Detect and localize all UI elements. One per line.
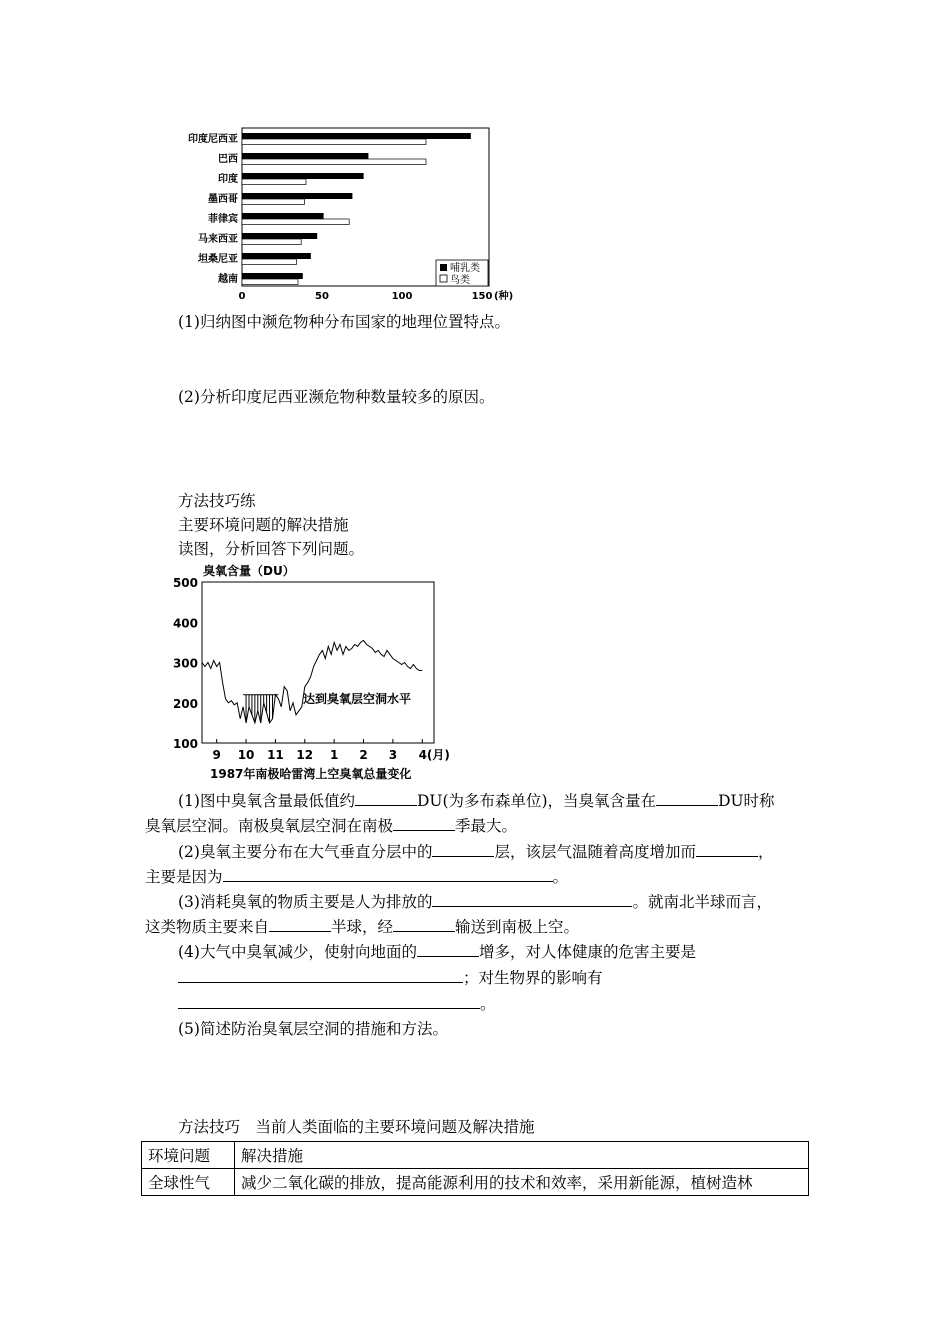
ozone-q5: (5)简述防治臭氧层空洞的措施和方法。 [178,1020,448,1038]
bar-x-tick-label: 100 [391,291,413,302]
bar-mammal [242,253,311,259]
ozone-y-tick-label: 300 [172,656,198,671]
ozone-q1-text-a: (1)图中臭氧含量最低值约 [178,792,355,810]
ozone-q3-text-c: 这类物质主要来自 [145,918,270,936]
table-header-row [142,1142,809,1169]
bar-bird [242,219,349,225]
question-1: (1)归纳图中濒危物种分布国家的地理位置特点。 [178,313,510,331]
answer-blank-temp-trend[interactable] [696,842,758,857]
answer-blank-hemisphere[interactable] [269,917,331,932]
section-heading-practice: 方法技巧练 [178,492,256,510]
bar-category-label: 印度尼西亚 [188,134,238,145]
answer-blank-substance[interactable] [432,892,632,907]
table-header-problem: 环境问题 [142,1142,235,1169]
answer-blank-season[interactable] [393,816,455,831]
answer-blank-layer[interactable] [432,842,494,857]
ozone-series-line [202,640,422,723]
answer-blank-radiation[interactable] [417,942,479,957]
ozone-q1-text-e: 季最大。 [455,817,518,835]
ozone-q2-text-a: (2)臭氧主要分布在大气垂直分层中的 [178,843,433,861]
ozone-y-tick-label: 100 [172,737,198,751]
answer-blank-hole-threshold[interactable] [656,791,718,806]
bar-mammal [242,193,352,199]
ozone-q2-text-d: 主要是因为 [145,868,223,886]
ozone-q3-text-d: 半球，经 [331,918,394,936]
bar-category-label: 印度 [218,174,238,185]
ozone-y-tick-label: 500 [172,576,198,590]
ozone-q4-text-a: (4)大气中臭氧减少，使射向地面的 [178,943,417,961]
section-heading-topic: 主要环境问题的解决措施 [178,516,349,534]
answer-blank-transport[interactable] [393,917,455,932]
ozone-q4-text-d: 。 [480,995,496,1013]
bar-bird [242,239,301,245]
bar-mammal [242,133,471,139]
ozone-x-tick-label: 12 [296,748,314,762]
ozone-annotation: 达到臭氧层空洞水平 [303,692,412,706]
ozone-q3-line2 [145,917,579,937]
bar-mammal [242,273,303,279]
ozone-q3-text-b: 。就南北半球而言， [632,893,772,911]
bar-category-label: 越南 [218,274,238,285]
ozone-x-tick-label: 11 [267,748,284,762]
legend-swatch-mammal [440,264,447,271]
ozone-x-tick-label: 4(月) [418,748,450,762]
bar-x-unit: (种) [494,291,514,302]
ozone-q3-text-e: 输送到南极上空。 [455,918,580,936]
ozone-q2-text-c: ， [757,843,774,861]
table-cell-measure: 减少二氧化碳的排放，提高能源利用的技术和效率，采用新能源，植树造林 [235,1169,809,1196]
bar-bird [242,199,304,205]
question-2: (2)分析印度尼西亚濒危物种数量较多的原因。 [178,388,495,406]
bar-bird [242,259,296,265]
bar-category-label: 墨西哥 [208,194,238,205]
ozone-x-tick-label: 9 [212,748,221,762]
bar-category-label: 巴西 [218,154,238,165]
ozone-q1-line1 [178,791,775,811]
ozone-q1-text-c: DU时称 [718,792,775,810]
ozone-q1-line2 [145,816,517,836]
ozone-q1-text-d: 臭氧层空洞。南极臭氧层空洞在南极 [145,817,394,835]
ozone-q4-text-b: 增多，对人体健康的危害主要是 [478,943,696,961]
ozone-q2-line2 [145,867,568,887]
ozone-chart [160,560,450,785]
ozone-q2-line1 [178,842,774,862]
table-header-measure: 解决措施 [235,1142,809,1169]
answer-blank-reason[interactable] [223,867,553,882]
ozone-y-tick-label: 200 [172,696,198,711]
bar-chart [170,120,530,306]
legend-swatch-bird [440,275,447,282]
ozone-x-tick-label: 2 [359,748,368,762]
bar-legend [436,260,488,286]
measures-table [141,1141,809,1196]
bar-bird [242,279,298,285]
bar-mammal [242,233,317,239]
legend-label-mammal: 哺乳类 [450,263,480,274]
ozone-y-tick-label: 400 [172,616,198,631]
bar-category-label: 马来西亚 [198,234,238,245]
bar-mammal [242,173,364,179]
bar-x-tick-label: 50 [315,291,329,302]
bar-bird [242,139,426,145]
ozone-y-label: 臭氧含量（DU） [203,564,295,578]
bar-x-tick-label: 150 [471,291,493,302]
ozone-q4-line3 [178,994,496,1014]
answer-blank-health[interactable] [178,968,463,983]
ozone-q4-line1 [178,942,696,962]
table-row [142,1169,809,1196]
table-title: 方法技巧 当前人类面临的主要环境问题及解决措施 [178,1118,535,1136]
bar-x-tick-label: 0 [238,291,246,302]
bar-bird [242,179,306,185]
ozone-q4-text-c: ；对生物界的影响有 [463,969,603,987]
bar-mammal [242,153,368,159]
instruction: 读图，分析回答下列问题。 [178,540,365,558]
bar-category-label: 坦桑尼亚 [198,254,238,265]
ozone-q3-line1 [178,892,772,912]
ozone-q2-text-e: 。 [552,868,569,886]
ozone-x-tick-label: 10 [237,748,255,762]
ozone-x-tick-label: 1 [329,748,339,762]
ozone-q1-text-b: DU(为多布森单位)，当臭氧含量在 [416,792,657,810]
ozone-chart-title: 1987年南极哈雷湾上空臭氧总量变化 [210,767,412,781]
ozone-q4-line2 [178,968,603,988]
ozone-x-tick-label: 3 [388,748,398,762]
answer-blank-biology[interactable] [178,994,480,1009]
ozone-q2-text-b: 层，该层气温随着高度增加而 [494,843,696,861]
table-cell-problem: 全球性气 [142,1169,235,1196]
bar-mammal [242,213,324,219]
bar-category-label: 菲律宾 [208,214,238,225]
answer-blank-min-value[interactable] [355,791,417,806]
bar-bird [242,159,426,165]
legend-label-bird: 鸟类 [450,275,470,286]
ozone-q3-text-a: (3)消耗臭氧的物质主要是人为排放的 [178,893,433,911]
